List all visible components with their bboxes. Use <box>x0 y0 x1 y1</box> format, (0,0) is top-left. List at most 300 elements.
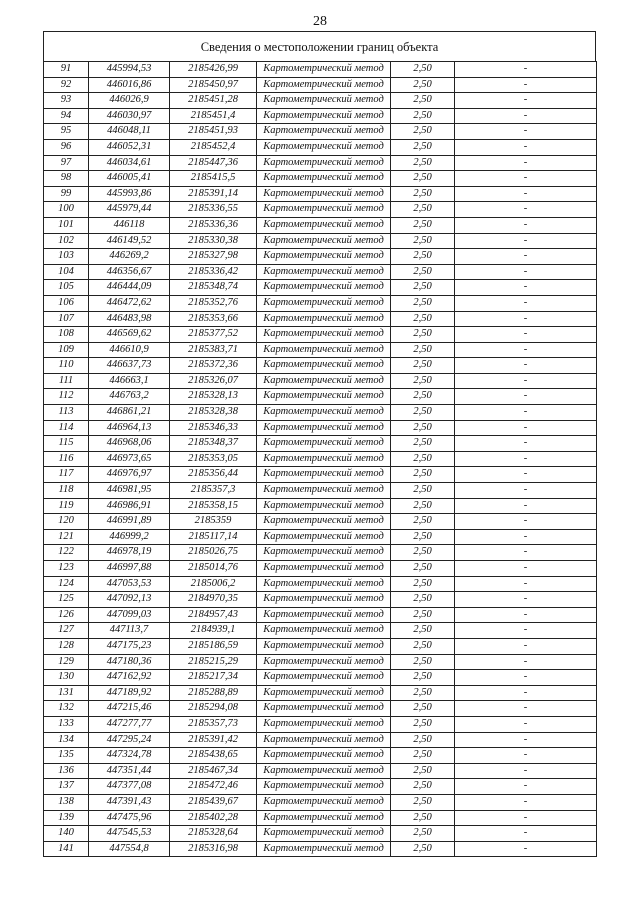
cell-accuracy: 2,50 <box>391 826 455 842</box>
cell-coord-y: 2185288,89 <box>170 685 257 701</box>
cell-coord-y: 2185415,5 <box>170 171 257 187</box>
cell-accuracy: 2,50 <box>391 139 455 155</box>
table-row <box>44 670 597 686</box>
cell-coord-x: 447324,78 <box>89 748 170 764</box>
table-row <box>44 420 597 436</box>
cell-coord-x: 446999,2 <box>89 529 170 545</box>
cell-point-number: 124 <box>44 576 89 592</box>
cell-method: Картометрический метод <box>257 810 391 826</box>
cell-point-number: 117 <box>44 467 89 483</box>
table-row <box>44 217 597 233</box>
cell-description: - <box>455 108 597 124</box>
table-row <box>44 108 597 124</box>
cell-coord-y: 2185328,13 <box>170 389 257 405</box>
cell-coord-y: 2185217,34 <box>170 670 257 686</box>
table-row <box>44 436 597 452</box>
cell-accuracy: 2,50 <box>391 514 455 530</box>
cell-coord-x: 447215,46 <box>89 701 170 717</box>
cell-description: - <box>455 249 597 265</box>
cell-coord-x: 447554,8 <box>89 841 170 857</box>
cell-accuracy: 2,50 <box>391 327 455 343</box>
cell-point-number: 133 <box>44 716 89 732</box>
cell-method: Картометрический метод <box>257 436 391 452</box>
cell-coord-y: 2185450,97 <box>170 77 257 93</box>
cell-point-number: 107 <box>44 311 89 327</box>
cell-point-number: 138 <box>44 794 89 810</box>
cell-accuracy: 2,50 <box>391 670 455 686</box>
cell-accuracy: 2,50 <box>391 217 455 233</box>
cell-accuracy: 2,50 <box>391 685 455 701</box>
cell-description: - <box>455 311 597 327</box>
table-row <box>44 810 597 826</box>
cell-coord-y: 2185186,59 <box>170 638 257 654</box>
cell-description: - <box>455 373 597 389</box>
cell-description: - <box>455 62 597 78</box>
cell-method: Картометрический метод <box>257 327 391 343</box>
cell-coord-x: 447277,77 <box>89 716 170 732</box>
table-row <box>44 62 597 78</box>
cell-description: - <box>455 124 597 140</box>
cell-coord-y: 2185451,28 <box>170 93 257 109</box>
table-row <box>44 171 597 187</box>
cell-point-number: 122 <box>44 545 89 561</box>
cell-point-number: 109 <box>44 342 89 358</box>
cell-coord-y: 2185426,99 <box>170 62 257 78</box>
cell-description: - <box>455 358 597 374</box>
cell-coord-y: 2185026,75 <box>170 545 257 561</box>
cell-coord-y: 2185372,36 <box>170 358 257 374</box>
table-row <box>44 498 597 514</box>
cell-description: - <box>455 451 597 467</box>
cell-description: - <box>455 327 597 343</box>
cell-coord-x: 446610,9 <box>89 342 170 358</box>
cell-method: Картометрический метод <box>257 124 391 140</box>
cell-description: - <box>455 670 597 686</box>
cell-accuracy: 2,50 <box>391 701 455 717</box>
cell-coord-x: 446356,67 <box>89 264 170 280</box>
cell-accuracy: 2,50 <box>391 763 455 779</box>
cell-coord-y: 2185346,33 <box>170 420 257 436</box>
cell-accuracy: 2,50 <box>391 545 455 561</box>
cell-method: Картометрический метод <box>257 280 391 296</box>
table-row <box>44 202 597 218</box>
cell-point-number: 129 <box>44 654 89 670</box>
cell-point-number: 139 <box>44 810 89 826</box>
cell-accuracy: 2,50 <box>391 264 455 280</box>
cell-coord-x: 446030,97 <box>89 108 170 124</box>
cell-point-number: 93 <box>44 93 89 109</box>
cell-point-number: 135 <box>44 748 89 764</box>
table-row <box>44 373 597 389</box>
cell-description: - <box>455 342 597 358</box>
cell-coord-y: 2185215,29 <box>170 654 257 670</box>
table-row <box>44 264 597 280</box>
table-row <box>44 311 597 327</box>
cell-accuracy: 2,50 <box>391 794 455 810</box>
boundary-points-table <box>43 61 597 857</box>
table-row <box>44 716 597 732</box>
cell-coord-x: 446861,21 <box>89 405 170 421</box>
cell-point-number: 102 <box>44 233 89 249</box>
table-row <box>44 576 597 592</box>
cell-method: Картометрический метод <box>257 358 391 374</box>
table-row <box>44 327 597 343</box>
table-row <box>44 405 597 421</box>
page-number: 28 <box>313 14 327 29</box>
table-row <box>44 483 597 499</box>
cell-description: - <box>455 436 597 452</box>
cell-method: Картометрический метод <box>257 716 391 732</box>
cell-point-number: 119 <box>44 498 89 514</box>
cell-accuracy: 2,50 <box>391 342 455 358</box>
cell-method: Картометрический метод <box>257 654 391 670</box>
cell-method: Картометрический метод <box>257 576 391 592</box>
cell-coord-y: 2185467,34 <box>170 763 257 779</box>
cell-method: Картометрический метод <box>257 108 391 124</box>
table-row <box>44 77 597 93</box>
table-row <box>44 841 597 857</box>
cell-accuracy: 2,50 <box>391 373 455 389</box>
cell-point-number: 96 <box>44 139 89 155</box>
cell-method: Картометрический метод <box>257 763 391 779</box>
cell-description: - <box>455 701 597 717</box>
cell-point-number: 101 <box>44 217 89 233</box>
cell-description: - <box>455 841 597 857</box>
cell-coord-y: 2185439,67 <box>170 794 257 810</box>
cell-description: - <box>455 420 597 436</box>
cell-point-number: 116 <box>44 451 89 467</box>
cell-coord-x: 446016,86 <box>89 77 170 93</box>
cell-accuracy: 2,50 <box>391 108 455 124</box>
cell-method: Картометрический метод <box>257 155 391 171</box>
cell-coord-y: 2185294,08 <box>170 701 257 717</box>
cell-method: Картометрический метод <box>257 467 391 483</box>
cell-description: - <box>455 389 597 405</box>
cell-accuracy: 2,50 <box>391 93 455 109</box>
cell-accuracy: 2,50 <box>391 233 455 249</box>
table-row <box>44 249 597 265</box>
cell-point-number: 121 <box>44 529 89 545</box>
cell-point-number: 106 <box>44 295 89 311</box>
cell-method: Картометрический метод <box>257 498 391 514</box>
cell-coord-x: 447295,24 <box>89 732 170 748</box>
cell-description: - <box>455 779 597 795</box>
cell-coord-x: 446968,06 <box>89 436 170 452</box>
table-row <box>44 124 597 140</box>
table-row <box>44 186 597 202</box>
cell-coord-y: 2185348,37 <box>170 436 257 452</box>
table-row <box>44 748 597 764</box>
cell-description: - <box>455 732 597 748</box>
cell-accuracy: 2,50 <box>391 576 455 592</box>
cell-method: Картометрический метод <box>257 311 391 327</box>
cell-description: - <box>455 545 597 561</box>
cell-description: - <box>455 607 597 623</box>
cell-point-number: 127 <box>44 623 89 639</box>
cell-coord-x: 447180,36 <box>89 654 170 670</box>
cell-coord-x: 446149,52 <box>89 233 170 249</box>
cell-description: - <box>455 623 597 639</box>
cell-method: Картометрический метод <box>257 202 391 218</box>
cell-coord-y: 2185316,98 <box>170 841 257 857</box>
cell-description: - <box>455 483 597 499</box>
cell-point-number: 112 <box>44 389 89 405</box>
cell-coord-y: 2185326,07 <box>170 373 257 389</box>
cell-coord-x: 446986,91 <box>89 498 170 514</box>
cell-accuracy: 2,50 <box>391 841 455 857</box>
cell-description: - <box>455 264 597 280</box>
cell-method: Картометрический метод <box>257 93 391 109</box>
cell-point-number: 125 <box>44 592 89 608</box>
cell-coord-y: 2185356,44 <box>170 467 257 483</box>
cell-accuracy: 2,50 <box>391 202 455 218</box>
cell-point-number: 99 <box>44 186 89 202</box>
cell-description: - <box>455 529 597 545</box>
cell-description: - <box>455 592 597 608</box>
cell-coord-y: 2185353,05 <box>170 451 257 467</box>
cell-accuracy: 2,50 <box>391 420 455 436</box>
table-row <box>44 389 597 405</box>
cell-coord-x: 446663,1 <box>89 373 170 389</box>
cell-coord-x: 446444,09 <box>89 280 170 296</box>
cell-coord-x: 446052,31 <box>89 139 170 155</box>
cell-coord-x: 446118 <box>89 217 170 233</box>
cell-description: - <box>455 171 597 187</box>
cell-method: Картометрический метод <box>257 171 391 187</box>
table-row <box>44 779 597 795</box>
table-body <box>44 62 597 857</box>
boundary-table-sheet <box>43 31 596 857</box>
cell-coord-y: 2185348,74 <box>170 280 257 296</box>
cell-method: Картометрический метод <box>257 295 391 311</box>
cell-point-number: 128 <box>44 638 89 654</box>
cell-accuracy: 2,50 <box>391 779 455 795</box>
cell-accuracy: 2,50 <box>391 607 455 623</box>
cell-accuracy: 2,50 <box>391 311 455 327</box>
cell-point-number: 111 <box>44 373 89 389</box>
cell-method: Картометрический метод <box>257 545 391 561</box>
cell-accuracy: 2,50 <box>391 810 455 826</box>
cell-point-number: 114 <box>44 420 89 436</box>
cell-point-number: 105 <box>44 280 89 296</box>
cell-description: - <box>455 217 597 233</box>
cell-point-number: 132 <box>44 701 89 717</box>
cell-method: Картометрический метод <box>257 514 391 530</box>
cell-point-number: 110 <box>44 358 89 374</box>
cell-accuracy: 2,50 <box>391 529 455 545</box>
cell-coord-x: 446569,62 <box>89 327 170 343</box>
table-row <box>44 93 597 109</box>
cell-point-number: 131 <box>44 685 89 701</box>
table-row <box>44 545 597 561</box>
cell-coord-x: 446005,41 <box>89 171 170 187</box>
cell-coord-y: 2184939,1 <box>170 623 257 639</box>
cell-accuracy: 2,50 <box>391 638 455 654</box>
cell-coord-y: 2185353,66 <box>170 311 257 327</box>
cell-method: Картометрический метод <box>257 186 391 202</box>
cell-coord-y: 2185014,76 <box>170 561 257 577</box>
cell-coord-y: 2185472,46 <box>170 779 257 795</box>
cell-coord-x: 446034,61 <box>89 155 170 171</box>
cell-description: - <box>455 93 597 109</box>
cell-point-number: 97 <box>44 155 89 171</box>
cell-description: - <box>455 748 597 764</box>
cell-accuracy: 2,50 <box>391 716 455 732</box>
cell-description: - <box>455 576 597 592</box>
cell-coord-x: 445993,86 <box>89 186 170 202</box>
cell-point-number: 91 <box>44 62 89 78</box>
cell-coord-y: 2184957,43 <box>170 607 257 623</box>
cell-accuracy: 2,50 <box>391 451 455 467</box>
cell-accuracy: 2,50 <box>391 249 455 265</box>
cell-point-number: 104 <box>44 264 89 280</box>
cell-coord-x: 447545,53 <box>89 826 170 842</box>
cell-coord-y: 2185328,38 <box>170 405 257 421</box>
cell-accuracy: 2,50 <box>391 498 455 514</box>
cell-coord-x: 447053,53 <box>89 576 170 592</box>
cell-accuracy: 2,50 <box>391 654 455 670</box>
cell-accuracy: 2,50 <box>391 358 455 374</box>
table-row <box>44 280 597 296</box>
cell-method: Картометрический метод <box>257 62 391 78</box>
cell-coord-y: 2185383,71 <box>170 342 257 358</box>
cell-description: - <box>455 155 597 171</box>
table-row <box>44 623 597 639</box>
cell-coord-y: 2185451,4 <box>170 108 257 124</box>
cell-description: - <box>455 810 597 826</box>
cell-accuracy: 2,50 <box>391 155 455 171</box>
cell-method: Картометрический метод <box>257 249 391 265</box>
cell-point-number: 100 <box>44 202 89 218</box>
cell-coord-x: 447189,92 <box>89 685 170 701</box>
cell-coord-x: 447162,92 <box>89 670 170 686</box>
cell-point-number: 115 <box>44 436 89 452</box>
cell-accuracy: 2,50 <box>391 389 455 405</box>
cell-method: Картометрический метод <box>257 701 391 717</box>
cell-method: Картометрический метод <box>257 483 391 499</box>
cell-description: - <box>455 794 597 810</box>
cell-method: Картометрический метод <box>257 77 391 93</box>
cell-point-number: 126 <box>44 607 89 623</box>
cell-accuracy: 2,50 <box>391 186 455 202</box>
table-title: Сведения о местоположении границ объекта <box>43 31 596 61</box>
cell-point-number: 141 <box>44 841 89 857</box>
cell-description: - <box>455 654 597 670</box>
cell-coord-y: 2185357,3 <box>170 483 257 499</box>
cell-method: Картометрический метод <box>257 732 391 748</box>
cell-description: - <box>455 498 597 514</box>
cell-accuracy: 2,50 <box>391 748 455 764</box>
cell-coord-y: 2185117,14 <box>170 529 257 545</box>
cell-coord-x: 447175,23 <box>89 638 170 654</box>
cell-method: Картометрический метод <box>257 623 391 639</box>
cell-coord-y: 2185452,4 <box>170 139 257 155</box>
cell-method: Картометрический метод <box>257 670 391 686</box>
table-row <box>44 358 597 374</box>
cell-description: - <box>455 186 597 202</box>
cell-point-number: 136 <box>44 763 89 779</box>
cell-coord-y: 2185352,76 <box>170 295 257 311</box>
cell-coord-x: 445994,53 <box>89 62 170 78</box>
cell-coord-y: 2185358,15 <box>170 498 257 514</box>
cell-coord-x: 446991,89 <box>89 514 170 530</box>
cell-point-number: 120 <box>44 514 89 530</box>
cell-method: Картометрический метод <box>257 233 391 249</box>
table-row <box>44 295 597 311</box>
cell-method: Картометрический метод <box>257 342 391 358</box>
cell-coord-y: 2185336,55 <box>170 202 257 218</box>
table-row <box>44 467 597 483</box>
cell-description: - <box>455 139 597 155</box>
cell-accuracy: 2,50 <box>391 77 455 93</box>
cell-description: - <box>455 202 597 218</box>
cell-method: Картометрический метод <box>257 748 391 764</box>
table-row <box>44 451 597 467</box>
cell-coord-x: 446997,88 <box>89 561 170 577</box>
cell-coord-y: 2185377,52 <box>170 327 257 343</box>
cell-point-number: 140 <box>44 826 89 842</box>
cell-coord-y: 2185451,93 <box>170 124 257 140</box>
cell-method: Картометрический метод <box>257 685 391 701</box>
cell-description: - <box>455 233 597 249</box>
cell-coord-x: 446978,19 <box>89 545 170 561</box>
table-row <box>44 561 597 577</box>
table-row <box>44 638 597 654</box>
cell-description: - <box>455 514 597 530</box>
cell-coord-y: 2184970,35 <box>170 592 257 608</box>
cell-coord-x: 446763,2 <box>89 389 170 405</box>
cell-coord-y: 2185336,42 <box>170 264 257 280</box>
cell-description: - <box>455 826 597 842</box>
cell-point-number: 108 <box>44 327 89 343</box>
cell-accuracy: 2,50 <box>391 623 455 639</box>
cell-coord-x: 446637,73 <box>89 358 170 374</box>
cell-coord-x: 446026,9 <box>89 93 170 109</box>
cell-description: - <box>455 763 597 779</box>
cell-method: Картометрический метод <box>257 389 391 405</box>
cell-description: - <box>455 467 597 483</box>
cell-coord-x: 446269,2 <box>89 249 170 265</box>
cell-accuracy: 2,50 <box>391 436 455 452</box>
cell-coord-y: 2185402,28 <box>170 810 257 826</box>
cell-point-number: 118 <box>44 483 89 499</box>
cell-description: - <box>455 685 597 701</box>
cell-method: Картометрический метод <box>257 373 391 389</box>
cell-coord-y: 2185391,42 <box>170 732 257 748</box>
table-row <box>44 514 597 530</box>
table-row <box>44 763 597 779</box>
cell-description: - <box>455 716 597 732</box>
cell-method: Картометрический метод <box>257 139 391 155</box>
cell-method: Картометрический метод <box>257 264 391 280</box>
table-row <box>44 155 597 171</box>
cell-accuracy: 2,50 <box>391 467 455 483</box>
table-row <box>44 794 597 810</box>
cell-point-number: 92 <box>44 77 89 93</box>
table-row <box>44 607 597 623</box>
cell-coord-x: 446976,97 <box>89 467 170 483</box>
table-row <box>44 654 597 670</box>
cell-method: Картометрический метод <box>257 405 391 421</box>
cell-method: Картометрический метод <box>257 826 391 842</box>
cell-description: - <box>455 561 597 577</box>
cell-coord-y: 2185330,38 <box>170 233 257 249</box>
cell-accuracy: 2,50 <box>391 171 455 187</box>
cell-method: Картометрический метод <box>257 779 391 795</box>
cell-method: Картометрический метод <box>257 420 391 436</box>
table-row <box>44 685 597 701</box>
table-row <box>44 592 597 608</box>
